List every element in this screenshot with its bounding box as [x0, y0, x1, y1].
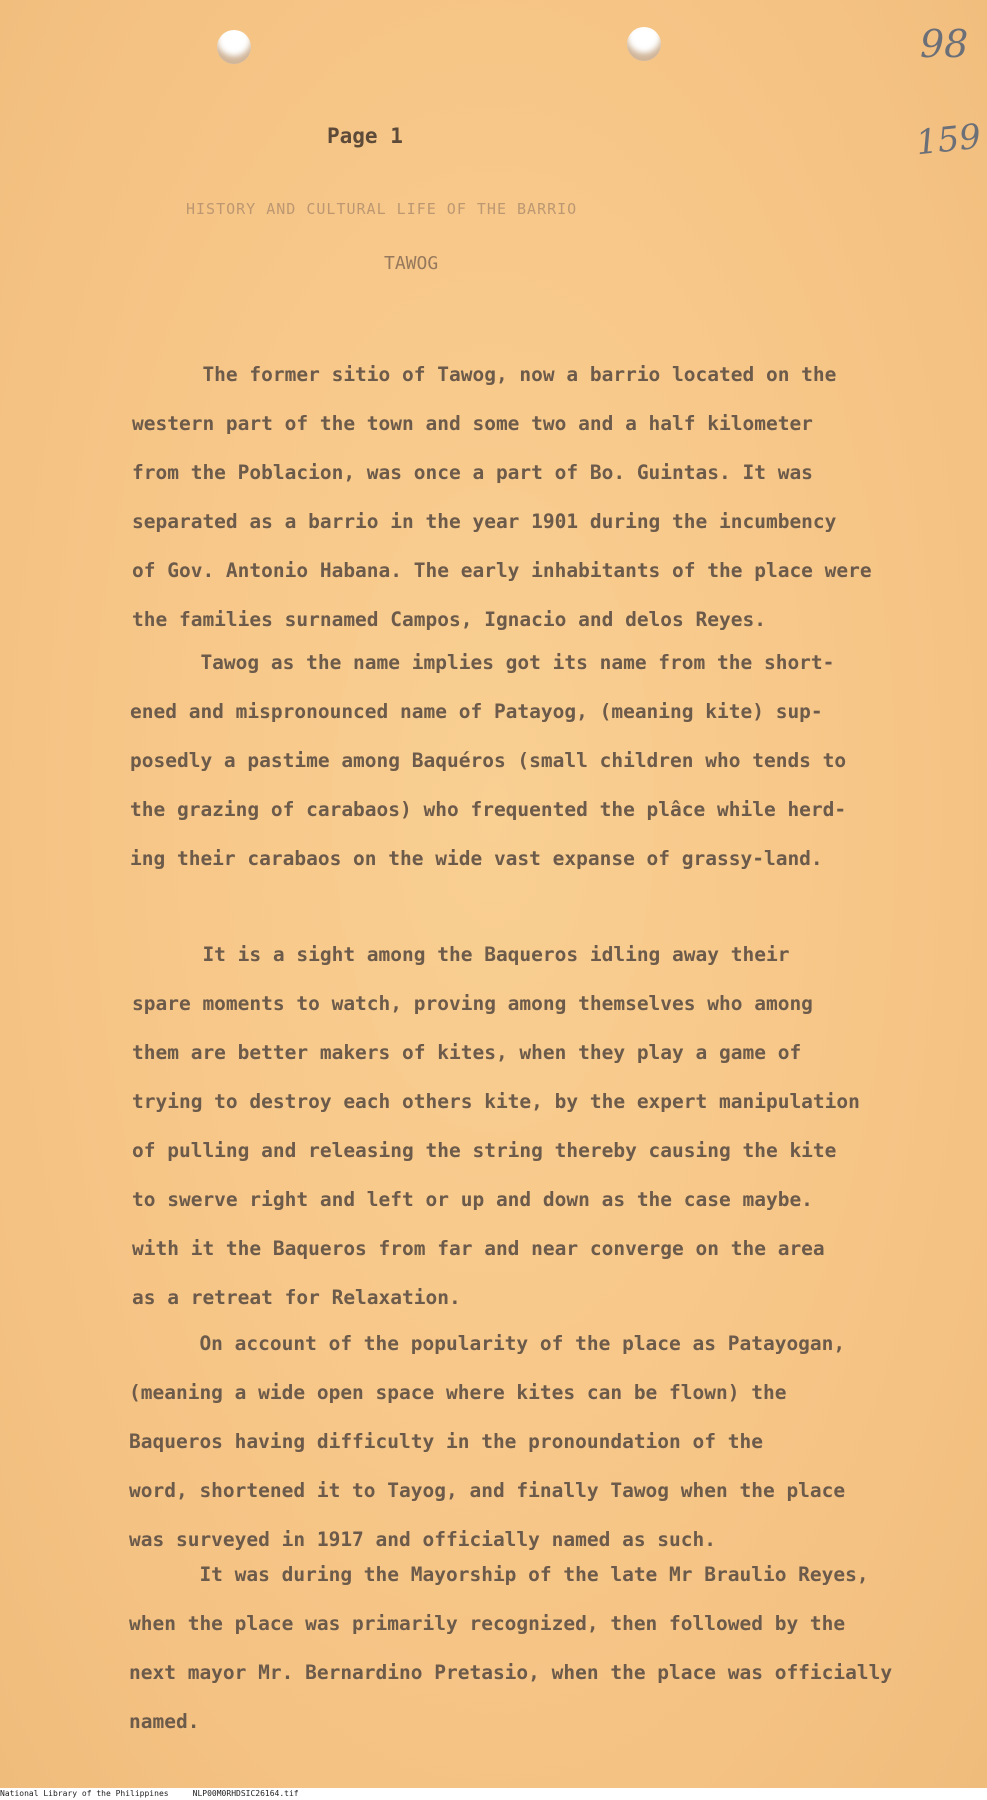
text-line: western part of the town and some two and a half kilometer	[132, 412, 813, 435]
text-line: of pulling and releasing the string thereby causing the kite	[132, 1139, 837, 1162]
text-line: of Gov. Antonio Habana. The early inhabitants of the place were	[132, 559, 872, 582]
scan-footer-caption: National Library of the Philippines NLP00M0RHDSIC26164.tif	[0, 1788, 987, 1800]
text-line: (meaning a wide open space where kites can be flown) the	[129, 1381, 787, 1404]
text-line: It was during the Mayorship of the late Mr Braulio Reyes,	[129, 1563, 869, 1586]
paragraph-naming	[129, 1319, 949, 1564]
text-line: ing their carabaos on the wide vast expanse of grassy-land.	[130, 847, 823, 870]
handwritten-page-number: 98	[920, 22, 969, 66]
text-line: word, shortened it to Tayog, and finally Tawog when the place	[129, 1479, 846, 1502]
document-subheading: TAWOG	[384, 253, 439, 274]
text-line: spare moments to watch, proving among themselves who among	[132, 992, 813, 1015]
text-line: ened and mispronounced name of Patayog, (meaning kite) sup-	[130, 700, 823, 723]
punch-hole-left	[217, 30, 251, 64]
text-line: from the Poblacion, was once a part of Bo. Guintas. It was	[132, 461, 813, 484]
text-line: was surveyed in 1917 and officially named as such.	[129, 1528, 716, 1551]
text-line: It is a sight among the Baqueros idling away their	[132, 943, 790, 966]
text-line: them are better makers of kites, when they play a game of	[132, 1041, 802, 1064]
text-line: The former sitio of Tawog, now a barrio located on the	[132, 363, 837, 386]
text-line: next mayor Mr. Bernardino Pretasio, when the place was officially	[129, 1661, 893, 1684]
text-line: when the place was primarily recognized, then followed by the	[129, 1612, 846, 1635]
text-line: Tawog as the name implies got its name from the short-	[130, 651, 835, 674]
text-line: with it the Baqueros from far and near converge on the area	[132, 1237, 825, 1260]
text-line: On account of the popularity of the place as Patayogan,	[129, 1332, 846, 1355]
text-line: trying to destroy each others kite, by the expert manipulation	[132, 1090, 860, 1113]
paragraph-mayorship	[129, 1550, 949, 1746]
paragraph-origin	[132, 350, 952, 644]
page-label: Page 1	[327, 124, 403, 148]
text-line: posedly a pastime among Baquéros (small children who tends to	[130, 749, 847, 772]
text-line: the grazing of carabaos) who frequented the plâce while herd-	[130, 798, 847, 821]
text-line: the families surnamed Campos, Ignacio and delos Reyes.	[132, 608, 766, 631]
text-line: separated as a barrio in the year 1901 during the incumbency	[132, 510, 837, 533]
paragraph-name-origin	[130, 638, 950, 883]
text-line: Baqueros having difficulty in the pronoundation of the	[129, 1430, 763, 1453]
document-heading: HISTORY AND CULTURAL LIFE OF THE BARRIO	[186, 200, 578, 218]
text-line: as a retreat for Relaxation.	[132, 1286, 461, 1309]
paragraph-kite-game	[132, 930, 952, 1322]
punch-hole-right	[627, 27, 661, 61]
handwritten-folio-number: 159	[914, 116, 983, 164]
text-line: to swerve right and left or up and down as the case maybe.	[132, 1188, 813, 1211]
text-line: named.	[129, 1710, 200, 1733]
